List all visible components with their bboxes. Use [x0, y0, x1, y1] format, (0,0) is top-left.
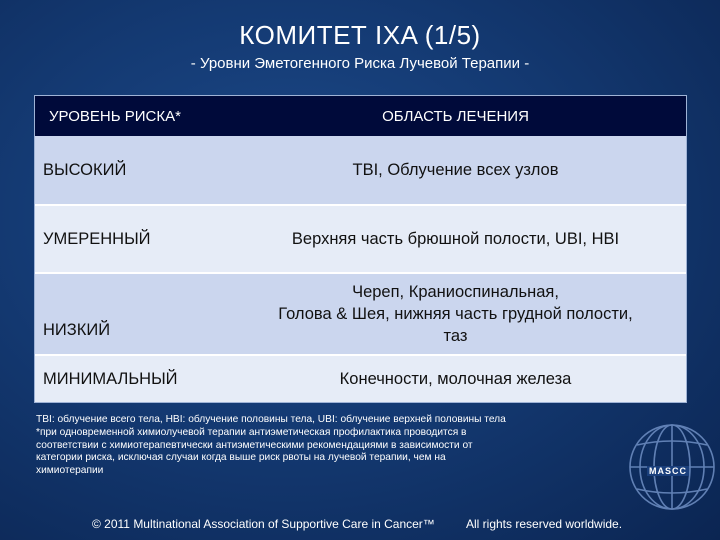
treatment-area-cell: Верхняя часть брюшной полости, UBI, HBI — [291, 229, 620, 248]
risk-level-cell: ВЫСОКИЙ — [43, 160, 127, 179]
slide-title: КОМИТЕТ IXA (1/5) — [239, 20, 481, 50]
rights-text: All rights reserved worldwide. — [466, 517, 623, 531]
risk-level-cell: МИНИМАЛЬНЫЙ — [43, 369, 178, 388]
table-header-row — [35, 96, 686, 136]
header-risk-level: УРОВЕНЬ РИСКА* — [49, 107, 181, 125]
risk-table — [34, 95, 687, 403]
risk-level-cell: НИЗКИЙ — [43, 321, 111, 339]
table-row — [35, 206, 686, 272]
mascc-logo: MASCC — [649, 466, 687, 476]
abbreviations-note: TBI: облучение всего тела, HBI: облучение половины тела, UBI: облучение верхней половины тела — [36, 414, 506, 425]
copyright-text: © 2011 Multinational Association of Supportive Care in Cancer™ — [92, 517, 435, 531]
header-treatment-area: ОБЛАСТЬ ЛЕЧЕНИЯ — [382, 107, 529, 125]
table-row — [35, 136, 686, 204]
asterisk-footnote: *при одновременной химиолучевой терапии антиэметическая профилактика проводится в соответствии с химиотерапевтически антиэметическими рекомендациями в зависимости от категории риска, исключая случаи когда выше риск рвоты на лучевой терапии, чем на химиотерапии — [36, 426, 473, 477]
footnotes — [36, 414, 606, 478]
treatment-area-cell: Конечности, молочная железа — [339, 369, 572, 388]
risk-level-cell: УМЕРЕННЫЙ — [43, 229, 151, 248]
table-row — [35, 356, 686, 402]
treatment-area-cell: TBI, Облучение всех узлов — [352, 160, 559, 179]
table-row — [35, 274, 686, 354]
treatment-area-cell: Череп, Краниоспинальная, Голова & Шея, нижняя часть грудной полости, таз — [278, 283, 633, 345]
slide-subtitle: - Уровни Эметогенного Риска Лучевой Терапии - — [190, 55, 530, 72]
